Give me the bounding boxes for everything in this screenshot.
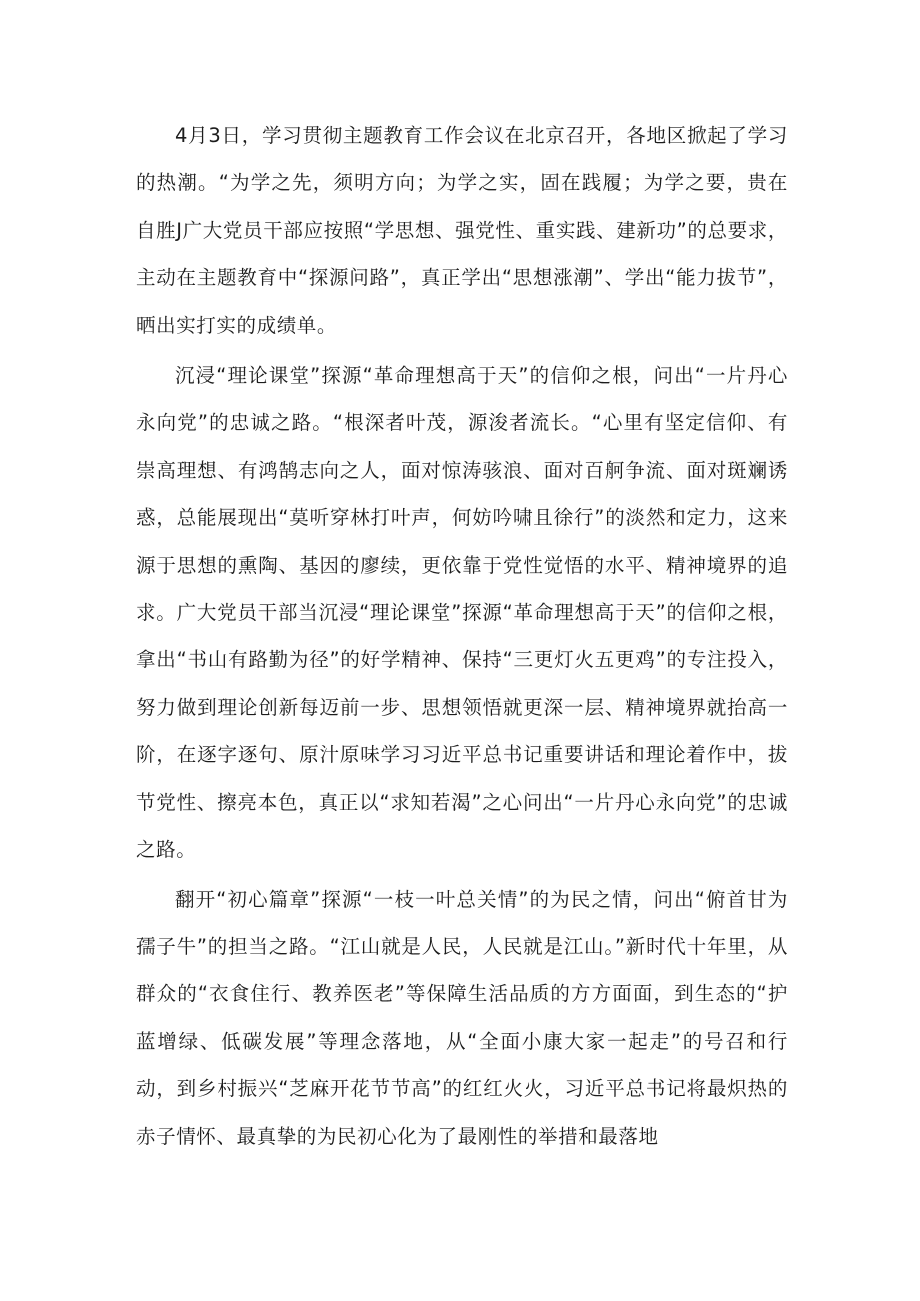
- paragraph-2: 沉浸“理论课堂”探源“革命理想高于天”的信仰之根，问出“一片丹心永向党”的忠诚之路。“根深者叶茂，源浚者流长。“心里有坚定信仰、有崇高理想、有鸿鹄志向之人，面对惊涛骇浪、面对百舸争流、面对斑斓诱惑，总能展现出“莫听穿林打叶声，何妨吟啸且徐行”的淡然和定力，这来源于思想的熏陶、基因的廖续，更依靠于党性觉悟的水平、精神境界的追求。广大党员干部当沉浸“理论课堂”探源“革命理想高于天”的信仰之根，拿出“书山有路勤为径”的好学精神、保持“三更灯火五更鸡”的专注投入，努力做到理论创新每迈前一步、思想领悟就更深一层、精神境界就抬高一阶，在逐字逐句、原汁原味学习习近平总书记重要讲话和理论着作中，拔节党性、擦亮本色，真正以“求知若渴”之心问出“一片丹心永向党”的忠诚之路。: [136, 364, 788, 862]
- paragraph-3: 翻开“初心篇章”探源“一枝一叶总关情”的为民之情，问出“俯首甘为孺子牛”的担当之路。“江山就是人民，人民就是江山。”新时代十年里，从群众的“衣食住行、教养医老”等保障生活品质的方方面面，到生态的“护蓝增绿、低碳发展”等理念落地，从“全面小康大家一起走”的号召和行动，到乡村振兴“芝麻开花节节高”的红红火火，习近平总书记将最炽热的赤子情怀、最真挚的为民初心化为了最刚性的举措和最落地: [136, 887, 788, 1148]
- document-body: [136, 112, 788, 1162]
- paragraph-1: 4月3日，学习贯彻主题教育工作会议在北京召开，各地区掀起了学习的热潮。“为学之先，须明方向；为学之实，固在践履；为学之要，贵在自胜J广大党员干部应按照“学思想、强党性、重实践、建新功”的总要求，主动在主题教育中“探源问路”，真正学出“思想涨潮”、学出“能力拔节”，晒出实打实的成绩单。: [136, 124, 788, 337]
